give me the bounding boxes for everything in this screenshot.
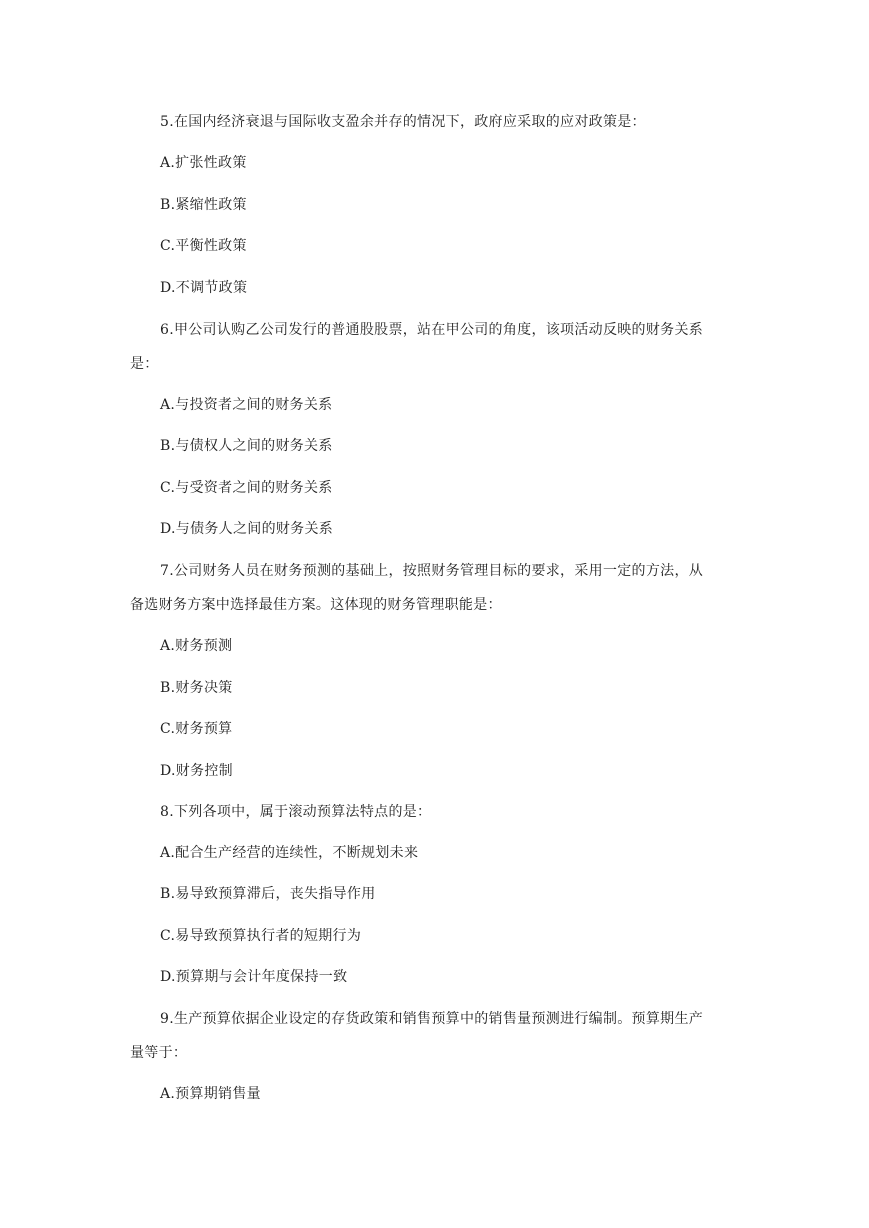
question-7-option-c: C.财务预算 bbox=[160, 721, 233, 737]
question-7-option-a: A.财务预测 bbox=[160, 638, 233, 654]
question-6-option-a: A.与投资者之间的财务关系 bbox=[160, 397, 333, 413]
question-6-option-d: D.与债务人之间的财务关系 bbox=[160, 521, 334, 537]
question-6-option-b: B.与债权人之间的财务关系 bbox=[160, 438, 333, 454]
question-6-option-c: C.与受资者之间的财务关系 bbox=[160, 480, 333, 496]
question-8-option-a: A.配合生产经营的连续性，不断规划未来 bbox=[160, 845, 419, 861]
question-8-option-b: B.易导致预算滞后，丧失指导作用 bbox=[160, 886, 376, 902]
question-7-stem-cont: 备选财务方案中选择最佳方案。这体现的财务管理职能是： bbox=[130, 597, 502, 613]
question-5-stem: 5.在国内经济衰退与国际收支盈余并存的情况下，政府应采取的应对政策是： bbox=[160, 114, 646, 130]
question-9-option-a: A.预算期销售量 bbox=[160, 1086, 261, 1102]
question-7-option-b: B.财务决策 bbox=[160, 680, 233, 696]
question-9-stem: 9.生产预算依据企业设定的存货政策和销售预算中的销售量预测进行编制。预算期生产 bbox=[160, 1011, 704, 1027]
question-7-stem: 7.公司财务人员在财务预测的基础上，按照财务管理目标的要求，采用一定的方法，从 bbox=[160, 563, 704, 579]
question-5-option-b: B.紧缩性政策 bbox=[160, 197, 247, 213]
question-9-stem-cont: 量等于： bbox=[130, 1045, 188, 1061]
question-5-option-c: C.平衡性政策 bbox=[160, 238, 247, 254]
question-6-stem: 6.甲公司认购乙公司发行的普通股股票，站在甲公司的角度，该项活动反映的财务关系 bbox=[160, 322, 704, 338]
question-5-option-d: D.不调节政策 bbox=[160, 280, 248, 296]
question-6-stem-cont: 是： bbox=[130, 356, 159, 372]
question-8-stem: 8.下列各项中，属于滚动预算法特点的是： bbox=[160, 804, 432, 820]
question-5-option-a: A.扩张性政策 bbox=[160, 155, 247, 171]
question-8-option-c: C.易导致预算执行者的短期行为 bbox=[160, 928, 362, 944]
question-7-option-d: D.财务控制 bbox=[160, 763, 233, 779]
question-8-option-d: D.预算期与会计年度保持一致 bbox=[160, 969, 348, 985]
